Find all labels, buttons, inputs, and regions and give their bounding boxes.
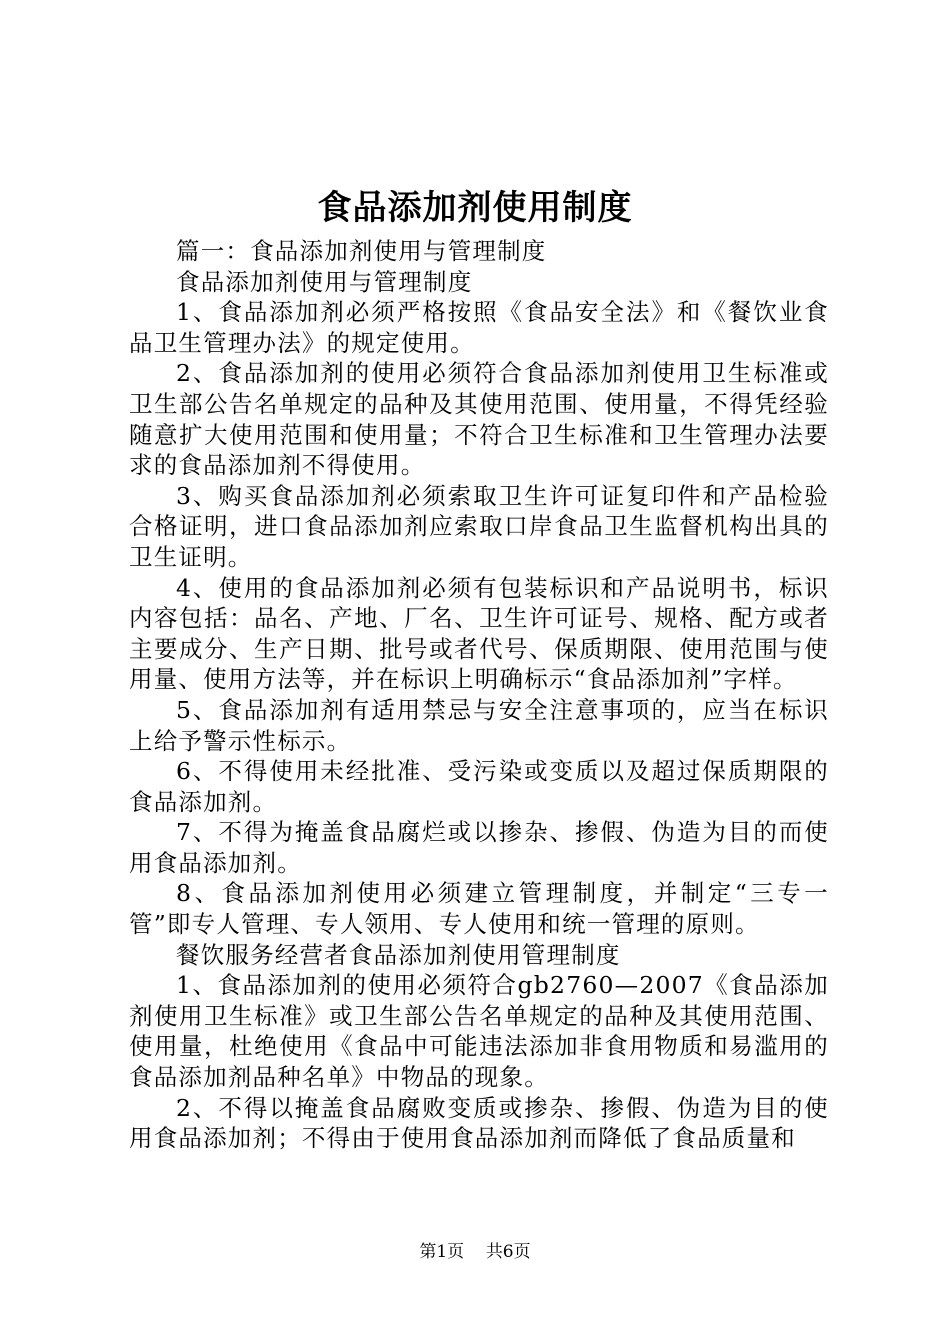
page-footer bbox=[0, 1240, 950, 1264]
paragraph: 篇一：食品添加剂使用与管理制度 bbox=[176, 237, 547, 265]
document-body bbox=[129, 236, 829, 1154]
paragraph: 6、不得使用未经批准、受污染或变质以及超过保质期限的食品添加剂。 bbox=[129, 757, 829, 816]
paragraph: 1、食品添加剂必须严格按照《食品安全法》和《餐饮业食品卫生管理办法》的规定使用。 bbox=[129, 298, 829, 357]
paragraph: 5、食品添加剂有适用禁忌与安全注意事项的，应当在标识上给予警示性标示。 bbox=[129, 695, 829, 755]
paragraph: 餐饮服务经营者食品添加剂使用管理制度 bbox=[176, 940, 621, 969]
paragraph: 7、不得为掩盖食品腐烂或以掺杂、掺假、伪造为目的而使用食品添加剂。 bbox=[129, 818, 829, 877]
paragraph: 2、不得以掩盖食品腐败变质或掺杂、掺假、伪造为目的使用食品添加剂；不得由于使用食品添加剂而降低了食品质量和 bbox=[129, 1093, 829, 1153]
paragraph: 1、食品添加剂的使用必须符合gb2760—2007《食品添加剂使用卫生标准》或卫生部公告名单规定的品种及其使用范围、使用量，杜绝使用《食品中可能违法添加非食用物质和易滥用的食品添加剂品种名单》中物品的现象。 bbox=[129, 971, 829, 1092]
paragraph: 3、购买食品添加剂必须索取卫生许可证复印件和产品检验合格证明，进口食品添加剂应索取口岸食品卫生监督机构出具的卫生证明。 bbox=[129, 481, 829, 571]
page-number: 第1页 bbox=[419, 1242, 465, 1262]
document-title: 食品添加剂使用制度 bbox=[317, 188, 633, 228]
paragraph: 2、食品添加剂的使用必须符合食品添加剂使用卫生标准或卫生部公告名单规定的品种及其使用范围、使用量，不得凭经验随意扩大使用范围和使用量；不符合卫生标准和卫生管理办法要求的食品添加剂不得使用。 bbox=[129, 359, 829, 480]
paragraph: 4、使用的食品添加剂必须有包装标识和产品说明书，标识内容包括：品名、产地、厂名、卫生许可证号、规格、配方或者主要成分、生产日期、批号或者代号、保质期限、使用范围与使用量、使用方法等，并在标识上明确标示“食品添加剂”字样。 bbox=[129, 573, 829, 694]
page-total: 共6页 bbox=[485, 1242, 531, 1262]
paragraph: 食品添加剂使用与管理制度 bbox=[176, 267, 473, 296]
paragraph: 8、食品添加剂使用必须建立管理制度，并制定“三专一管”即专人管理、专人领用、专人使用和统一管理的原则。 bbox=[129, 879, 829, 939]
